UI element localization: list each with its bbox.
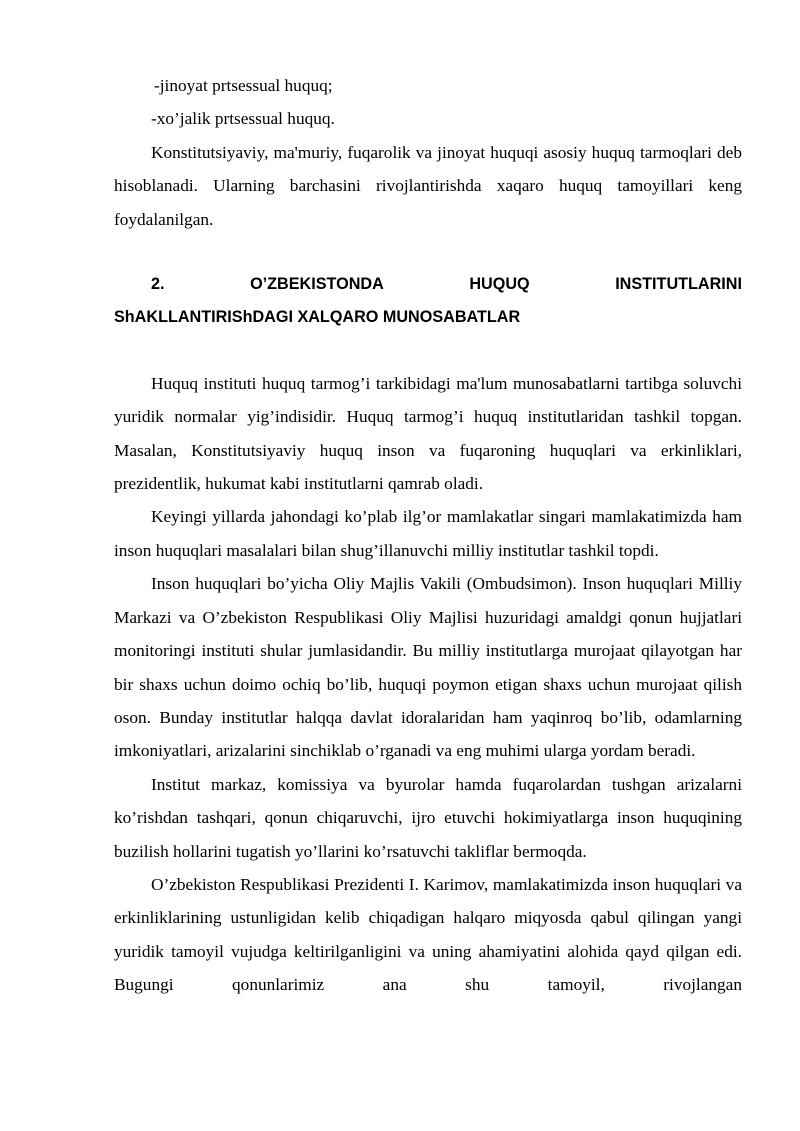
list-item: -jinoyat prtsessual huquq; bbox=[154, 76, 333, 95]
section-heading bbox=[114, 268, 742, 335]
intro-paragraph: Konstitutsiyaviy, ma'muriy, fuqarolik va jinoyat huquqi asosiy huquq tarmoqlari deb hisoblanadi. Ularning barchasini rivojlantirishda xaqaro huquq tamoyillari keng foydalanilgan. bbox=[114, 142, 742, 229]
list-item: -xo’jalik prtsessual huquq. bbox=[151, 109, 335, 129]
section-heading-line1 bbox=[114, 268, 742, 301]
body-paragraph: O’zbekiston Respublikasi Prezidenti I. Karimov, mamlakatimizda inson huquqlari va erkinliklarining ustunligidan kelib chiqadigan halqaro miqyosda qabul qilingan yangi yuridik tamoyil vujudga keltirilganligini va uning ahamiyatini alohida qayd qilgan edi. Bugungi qonunlarimiz ana shu tamoyil, rivojlangan bbox=[114, 874, 742, 995]
section-number: 2. bbox=[151, 275, 165, 294]
section-title-word: HUQUQ bbox=[469, 275, 530, 294]
body-paragraph: Huquq instituti huquq tarmog’i tarkibidagi ma'lum munosabatlarni tartibga soluvchi yuridik normalar yig’indisidir. Huquq tarmog’i huquq institutlaridan tashkil topgan. Masalan, Konstitutsiyaviy huquq inson va fuqaroning huquqlari va erkinliklari, prezidentlik, hukumat kabi institutlarni qamrab oladi. bbox=[114, 373, 742, 494]
spacer bbox=[114, 335, 742, 367]
spacer bbox=[114, 236, 742, 268]
section-heading-line2: ShAKLLANTIRIShDAGI XALQARO MUNOSABATLAR bbox=[114, 308, 521, 327]
section-title-word: INSTITUTLARINI bbox=[615, 275, 742, 294]
body-paragraph: Inson huquqlari bo’yicha Oliy Majlis Vakili (Ombudsimon). Inson huquqlari Milliy Markazi va O’zbekiston Respublikasi Oliy Majlisi huzuridagi amaldgi qonun hujjatlari monitoringi instituti shular jumlasidandir. Bu milliy institutlarga murojaat qilayotgan har bir shaxs uchun doimo ochiq bo’lib, huquqi poymon etigan shaxs uchun murojaat qilish oson. Bunday institutlar halqqa davlat idoralaridan ham yaqinroq bo’lib, odamlarning imkoniyatlari, arizalarini sinchiklab o’rganadi va eng muhimi ularga yordam beradi. bbox=[114, 574, 742, 761]
body-paragraph: Institut markaz, komissiya va byurolar hamda fuqarolardan tushgan arizalarni ko’rishdan tashqari, qonun chiqaruvchi, ijro etuvchi hokimiyatlarga inson huquqining buzilish hollarini tugatish yo’llarini ko’rsatuvchi takliflar bermoqda. bbox=[114, 774, 742, 861]
body-paragraph: Keyingi yillarda jahondagi ko’plab ilg’or mamlakatlar singari mamlakatimizda ham inson huquqlari masalalari bilan shug’illanuvchi milliy institutlar tashkil topdi. bbox=[114, 507, 742, 560]
page-content bbox=[114, 69, 742, 1002]
section-title-word: O’ZBEKISTONDA bbox=[250, 275, 384, 294]
